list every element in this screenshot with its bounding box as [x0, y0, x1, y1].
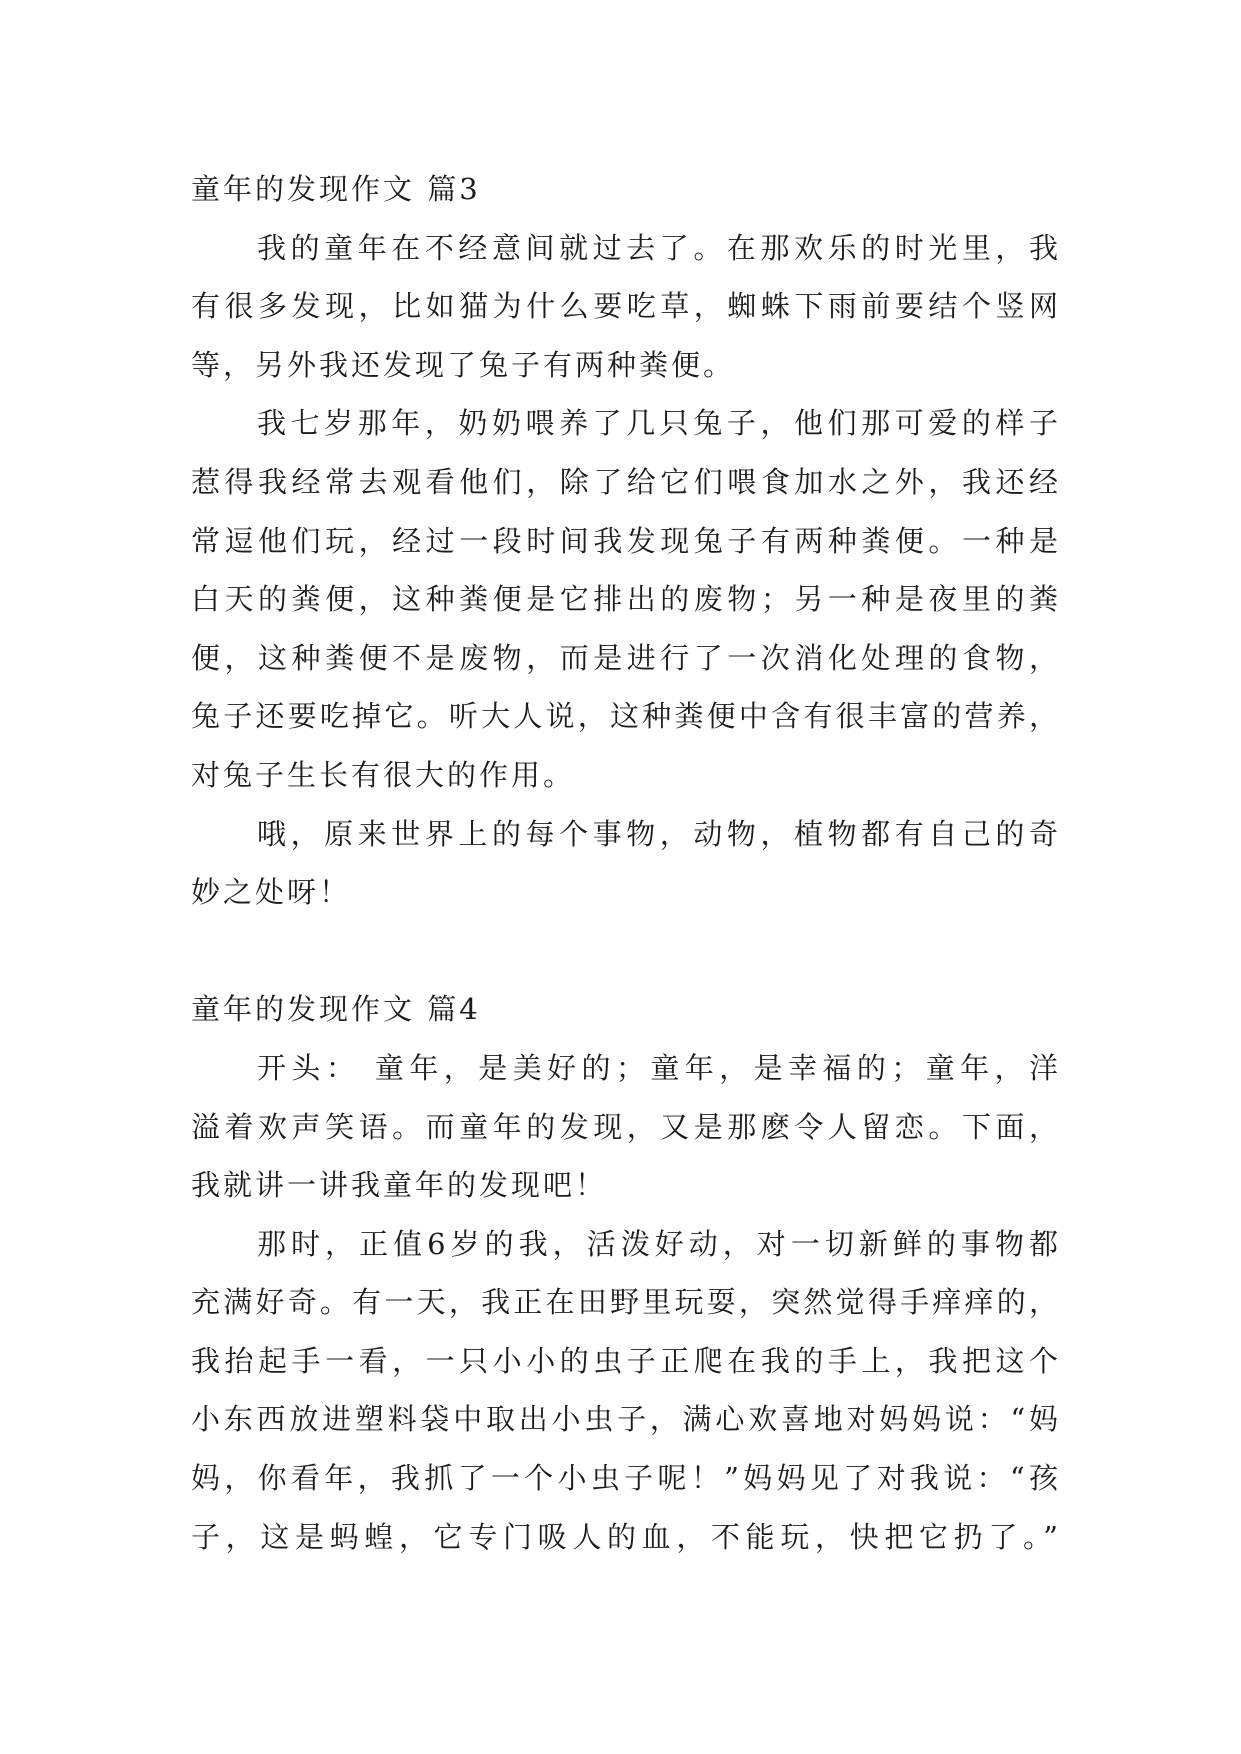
text-line: 充满好奇。有一天，我正在田野里玩耍，突然觉得手痒痒的，: [191, 1285, 1061, 1320]
paragraph: [191, 1215, 1061, 1567]
text-line: 我的童年在不经意间就过去了。在那欢乐的时光里，我: [257, 230, 1061, 265]
section-heading: 童年的发现作文 篇4: [191, 992, 481, 1027]
text-line: 白天的粪便，这种粪便是它排出的废物；另一种是夜里的粪: [191, 582, 1061, 617]
section-heading: 童年的发现作文 篇3: [191, 172, 481, 206]
text-line: 哦，原来世界上的每个事物，动物，植物都有自己的奇: [257, 816, 1061, 851]
text-line: 我就讲一讲我童年的发现吧！: [191, 1168, 608, 1203]
text-line: 子，这是蚂蝗，它专门吸人的血，不能玩，快把它扔了。”: [191, 1519, 1061, 1554]
text-line: 等，另外我还发现了兔子有两种粪便。: [191, 347, 736, 382]
text-line: 妙之处呀！: [191, 875, 352, 910]
text-line: 惹得我经常去观看他们，除了给它们喂食加水之外，我还经: [191, 464, 1061, 499]
essay-section-4: [191, 980, 1061, 1566]
essay-section-3: [191, 160, 1061, 922]
text-line: 便，这种粪便不是废物，而是进行了一次消化处理的食物，: [191, 640, 1061, 675]
text-line: 我七岁那年，奶奶喂养了几只兔子，他们那可爱的样子: [257, 406, 1061, 441]
paragraph: [191, 1039, 1061, 1215]
text-line: 溢着欢声笑语。而童年的发现，又是那麽令人留恋。下面，: [191, 1109, 1061, 1144]
paragraph: [191, 805, 1061, 922]
text-line: 对兔子生长有很大的作用。: [191, 757, 576, 792]
text-line: 小东西放进塑料袋中取出小虫子，满心欢喜地对妈妈说：“妈: [191, 1402, 1061, 1437]
paragraph: [191, 219, 1061, 395]
text-line: 兔子还要吃掉它。听大人说，这种粪便中含有很丰富的营养，: [191, 699, 1061, 734]
text-line: 开头： 童年，是美好的；童年，是幸福的；童年，洋: [257, 1050, 1061, 1085]
text-line: 我抬起手一看，一只小小的虫子正爬在我的手上，我把这个: [191, 1343, 1061, 1378]
text-line: 常逗他们玩，经过一段时间我发现兔子有两种粪便。一种是: [191, 523, 1061, 558]
text-line: 那时，正值6岁的我，活泼好动，对一切新鲜的事物都: [257, 1226, 1061, 1261]
paragraph: [191, 394, 1061, 804]
text-line: 有很多发现，比如猫为什么要吃草，蜘蛛下雨前要结个竖网: [191, 289, 1061, 324]
document-body: [191, 160, 1061, 1566]
text-line: 妈，你看年，我抓了一个小虫子呢！”妈妈见了对我说：“孩: [191, 1461, 1061, 1496]
